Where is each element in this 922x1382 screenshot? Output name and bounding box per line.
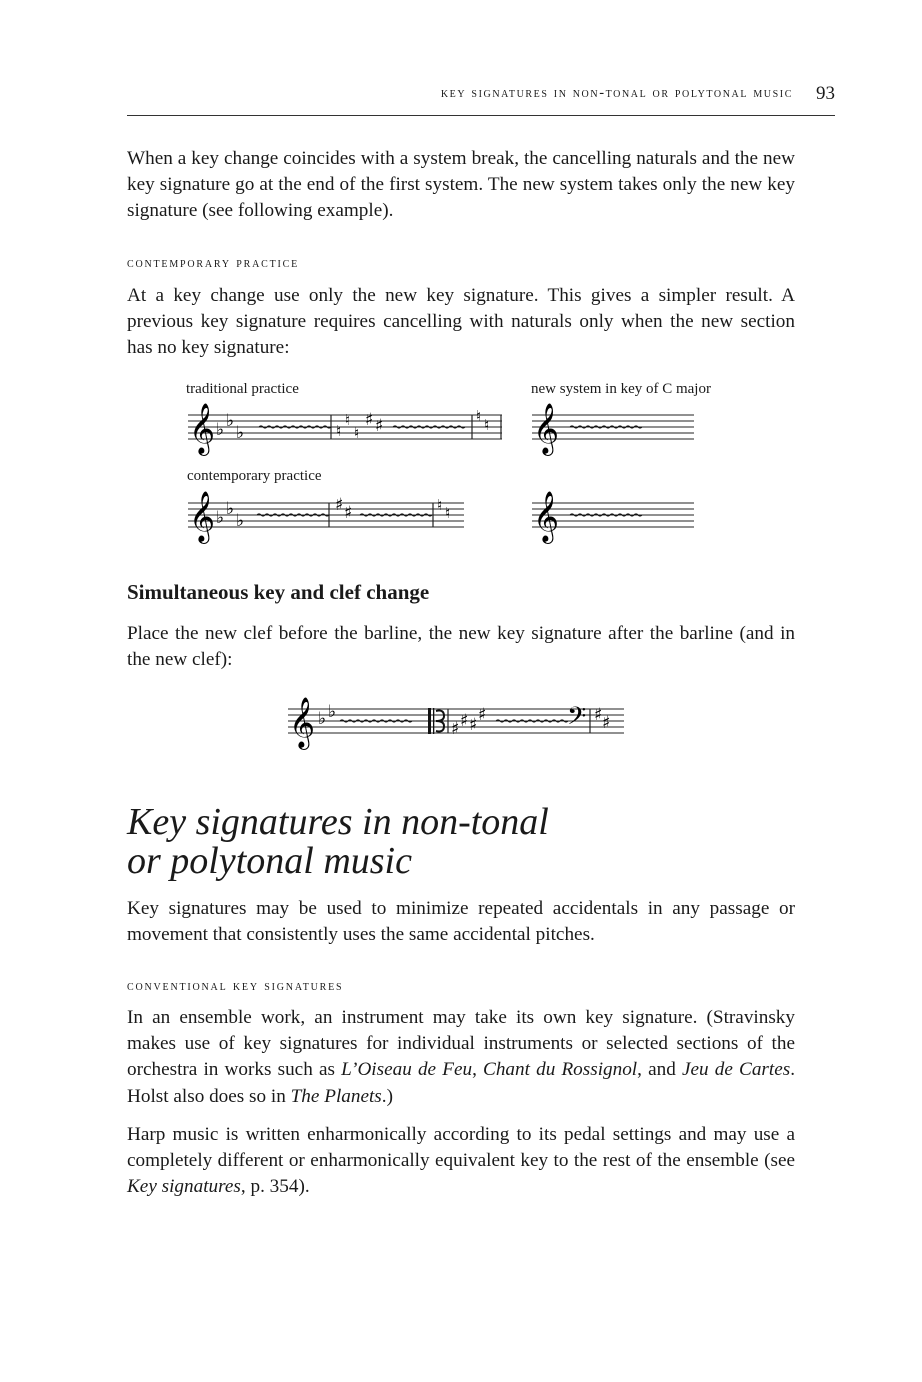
chapter-title <box>127 803 827 881</box>
svg-text:♭: ♭ <box>328 702 337 722</box>
svg-text:♭: ♭ <box>318 709 327 729</box>
svg-text:♯: ♯ <box>460 711 469 731</box>
work-title: The Planets <box>290 1085 382 1107</box>
treble-clef-icon: 𝄞 <box>533 403 560 454</box>
svg-text:♯: ♯ <box>344 503 353 523</box>
staff-contemporary-new-system <box>532 491 694 544</box>
caption-traditional-practice: traditional practice <box>186 381 299 397</box>
svg-text:♭: ♭ <box>216 508 225 528</box>
caption-new-system: new system in key of C major <box>531 381 711 397</box>
svg-text:♮: ♮ <box>445 504 451 522</box>
svg-text:♯: ♯ <box>335 495 344 515</box>
conventional-paragraph-1: In an ensemble work, an instrument may take its own key signature. (Stravinsky makes use of key signatures for individual instruments or selected sections of the orchestra in works such as L’Oiseau de Feu, Chant du Rossignol, and Jeu de Cartes. Holst also does so in The Planets.) <box>127 1007 795 1107</box>
staff-traditional <box>188 403 502 456</box>
treble-clef-icon: 𝄞 <box>189 403 216 454</box>
svg-text:♮: ♮ <box>437 496 443 514</box>
staff-clef-change <box>288 697 624 750</box>
alto-clef-icon <box>428 708 444 734</box>
svg-text:♭: ♭ <box>236 423 245 443</box>
simultaneous-paragraph: Place the new clef before the barline, the new key signature after the barline (and in the new clef): <box>127 623 795 671</box>
treble-clef-icon: 𝄞 <box>289 697 316 748</box>
cross-reference: Key signatures <box>127 1176 241 1198</box>
intro-paragraph: When a key change coincides with a system break, the cancelling naturals and the new key signature go at the end of the first system. The new system takes only the new key signature (see following example). <box>127 148 795 222</box>
contemporary-practice-paragraph: At a key change use only the new key signature. This gives a simpler result. A previous key signature requires cancelling with naturals only when the new section has no key signature: <box>127 285 795 359</box>
staff-contemporary <box>188 491 464 544</box>
conventional-paragraph-2: Harp music is written enharmonically according to its pedal settings and may use a completely different or enharmonically equivalent key to the rest of the ensemble (see Key signatures, p. 354). <box>127 1124 795 1198</box>
svg-text:♯: ♯ <box>451 719 460 739</box>
svg-text:♮: ♮ <box>345 411 351 429</box>
svg-text:♮: ♮ <box>354 424 360 442</box>
caption-contemporary-practice: contemporary practice <box>187 468 322 484</box>
work-title: L’Oiseau de Feu <box>341 1059 473 1081</box>
svg-text:♮: ♮ <box>476 407 482 425</box>
svg-text:♭: ♭ <box>226 411 235 431</box>
svg-text:♭: ♭ <box>216 420 225 440</box>
contemporary-practice-heading: contemporary practice <box>127 255 300 271</box>
svg-text:♮: ♮ <box>484 416 490 434</box>
chapter-title-line2: or polytonal music <box>127 840 412 882</box>
simultaneous-heading: Simultaneous key and clef change <box>127 580 430 604</box>
chapter-title-line1: Key signatures in non-tonal <box>127 801 549 843</box>
svg-text:♯: ♯ <box>365 410 374 430</box>
svg-text:♯: ♯ <box>375 416 384 436</box>
svg-text:♮: ♮ <box>336 422 342 440</box>
svg-text:♭: ♭ <box>236 511 245 531</box>
staff-new-system <box>532 403 694 456</box>
running-title: key signatures in non-tonal or polytonal music <box>440 85 793 101</box>
svg-text:♯: ♯ <box>469 715 478 735</box>
svg-text:♯: ♯ <box>478 705 487 725</box>
work-title: Jeu de Cartes <box>681 1059 791 1081</box>
work-title: Chant du Rossignol <box>483 1059 638 1081</box>
chapter-intro-paragraph: Key signatures may be used to minimize repeated accidentals in any passage or movement that consistently uses the same accidental pitches. <box>127 898 795 946</box>
treble-clef-icon: 𝄞 <box>189 491 216 542</box>
svg-text:♭: ♭ <box>226 499 235 519</box>
bass-clef-icon: 𝄢 <box>567 702 587 737</box>
svg-text:♯: ♯ <box>602 713 611 733</box>
treble-clef-icon: 𝄞 <box>533 491 560 542</box>
page-number: 93 <box>816 83 835 104</box>
svg-text:♯: ♯ <box>594 705 603 725</box>
conventional-heading: conventional key signatures <box>127 978 344 994</box>
